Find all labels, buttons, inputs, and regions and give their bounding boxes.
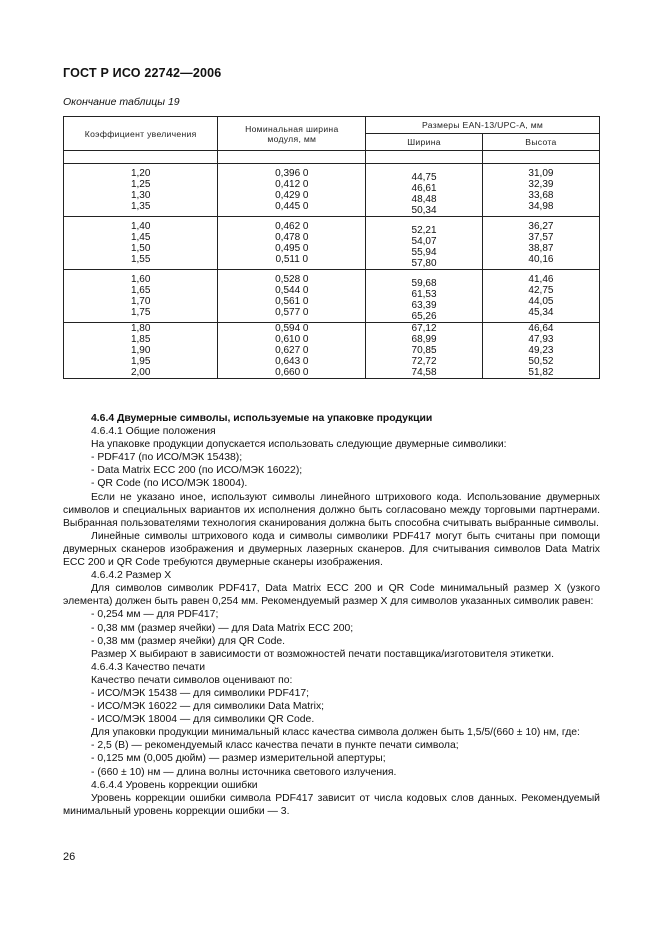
table-row-group — [64, 164, 600, 217]
paragraph: Уровень коррекции ошибки символа PDF417 зависит от числа кодовых слов данных. Рекомендуемый минимальный уровень коррекции ошибки — 3. — [63, 792, 600, 817]
height-cell: 46,64 47,93 49,23 50,52 51,82 — [482, 323, 599, 379]
table-row-group — [64, 217, 600, 270]
list-item: - 0,38 мм (размер ячейки) для QR Code. — [91, 635, 286, 647]
document-header: ГОСТ Р ИСО 22742—2006 — [63, 66, 222, 80]
height-cell: 41,46 42,75 44,05 45,34 — [482, 270, 599, 323]
list-item: - ИСО/МЭК 16022 — для символики Data Matrix; — [91, 701, 325, 713]
paragraph: Качество печати символов оценивают по: — [91, 674, 293, 686]
subsection-title: 4.6.4.1 Общие положения — [91, 426, 216, 438]
list-item: - 0,254 мм — для PDF417; — [91, 609, 219, 621]
list-item: - 0,38 мм (размер ячейки) — для Data Matrix ECC 200; — [91, 622, 354, 634]
list-item: - Data Matrix ECC 200 (по ИСО/МЭК 16022); — [91, 465, 303, 477]
subsection-title: 4.6.4.4 Уровень коррекции ошибки — [91, 779, 258, 791]
module-width-cell: 0,462 0 0,478 0 0,495 0 0,511 0 — [218, 217, 366, 270]
width-cell: 67,12 68,99 70,85 72,72 74,58 — [366, 323, 483, 379]
list-item: - 0,125 мм (0,005 дюйм) — размер измерительной апертуры; — [91, 753, 386, 765]
header-ean-sizes: Размеры EAN-13/UPC-A, мм — [366, 117, 600, 134]
list-item: - ИСО/МЭК 15438 — для символики PDF417; — [91, 687, 310, 699]
module-width-cell: 0,396 0 0,412 0 0,429 0 0,445 0 — [218, 164, 366, 217]
width-cell: 59,68 61,53 63,39 65,26 — [366, 270, 483, 323]
header-width: Ширина — [366, 134, 483, 151]
height-cell: 31,09 32,39 33,68 34,98 — [482, 164, 599, 217]
list-item: - 2,5 (В) — рекомендуемый класс качества печати в пункте печати символа; — [91, 740, 459, 752]
module-width-cell: 0,528 0 0,544 0 0,561 0 0,577 0 — [218, 270, 366, 323]
section-title: 4.6.4 Двумерные символы, используемые на упаковке продукции — [91, 413, 433, 424]
module-width-cell: 0,594 0 0,610 0 0,627 0 0,643 0 0,660 0 — [218, 323, 366, 379]
list-item: - ИСО/МЭК 18004 — для символики QR Code. — [91, 714, 315, 726]
paragraph: Линейные символы штрихового кода и символы символики PDF417 могут быть считаны при помощи двумерных сканеров изображения и двумерных лазерных сканеров. Для считывания символов Data Matrix ECC 200 и QR Code требуются двумерные сканеры изображения. — [63, 530, 600, 569]
paragraph: На упаковке продукции допускается использовать следующие двумерные символики: — [91, 439, 507, 451]
height-cell: 36,27 37,57 38,87 40,16 — [482, 217, 599, 270]
subsection-title: 4.6.4.2 Размер X — [91, 570, 172, 582]
paragraph: Для упаковки продукции минимальный класс качества символа должен быть 1,5/5/(660 ± 10) нм, где: — [91, 727, 580, 739]
list-item: - QR Code (по ИСО/МЭК 18004). — [91, 478, 248, 490]
paragraph: Размер X выбирают в зависимости от возможностей печати поставщика/изготовителя этикетки. — [91, 648, 554, 660]
width-cell: 52,21 54,07 55,94 57,80 — [366, 217, 483, 270]
paragraph: Если не указано иное, используют символы линейного штрихового кода. Использование двумерных символов и специальных вариантов их исполнения должно быть согласовано между торговыми партнерами. Выбранная пользователями технология сканирования должна быть способна считывать выбранные символы. — [63, 491, 600, 529]
magnification-cell: 1,80 1,85 1,90 1,95 2,00 — [64, 323, 218, 379]
table-row-group — [64, 323, 600, 379]
width-cell: 44,75 46,61 48,48 50,34 — [366, 164, 483, 217]
body-text — [63, 412, 600, 818]
magnification-cell: 1,20 1,25 1,30 1,35 — [64, 164, 218, 217]
table-row-group — [64, 270, 600, 323]
page-number: 26 — [63, 851, 76, 863]
table-caption: Окончание таблицы 19 — [63, 96, 180, 108]
list-item: - PDF417 (по ИСО/МЭК 15438); — [91, 452, 243, 464]
magnification-cell: 1,40 1,45 1,50 1,55 — [64, 217, 218, 270]
header-height: Высота — [482, 134, 599, 151]
header-magnification: Коэффициент увеличения — [64, 117, 218, 151]
magnification-cell: 1,60 1,65 1,70 1,75 — [64, 270, 218, 323]
subsection-title: 4.6.4.3 Качество печати — [91, 661, 206, 673]
header-module-width: Номинальная ширина модуля, мм — [218, 117, 366, 151]
paragraph: Для символов символик PDF417, Data Matrix ECC 200 и QR Code минимальный размер X (узкого элемента) должен быть равен 0,254 мм. Рекомендуемый размер X для символов указанных символик равен: — [63, 583, 600, 608]
dimensions-table — [63, 116, 600, 379]
list-item: - (660 ± 10) нм — длина волны источника светового излучения. — [91, 766, 397, 778]
